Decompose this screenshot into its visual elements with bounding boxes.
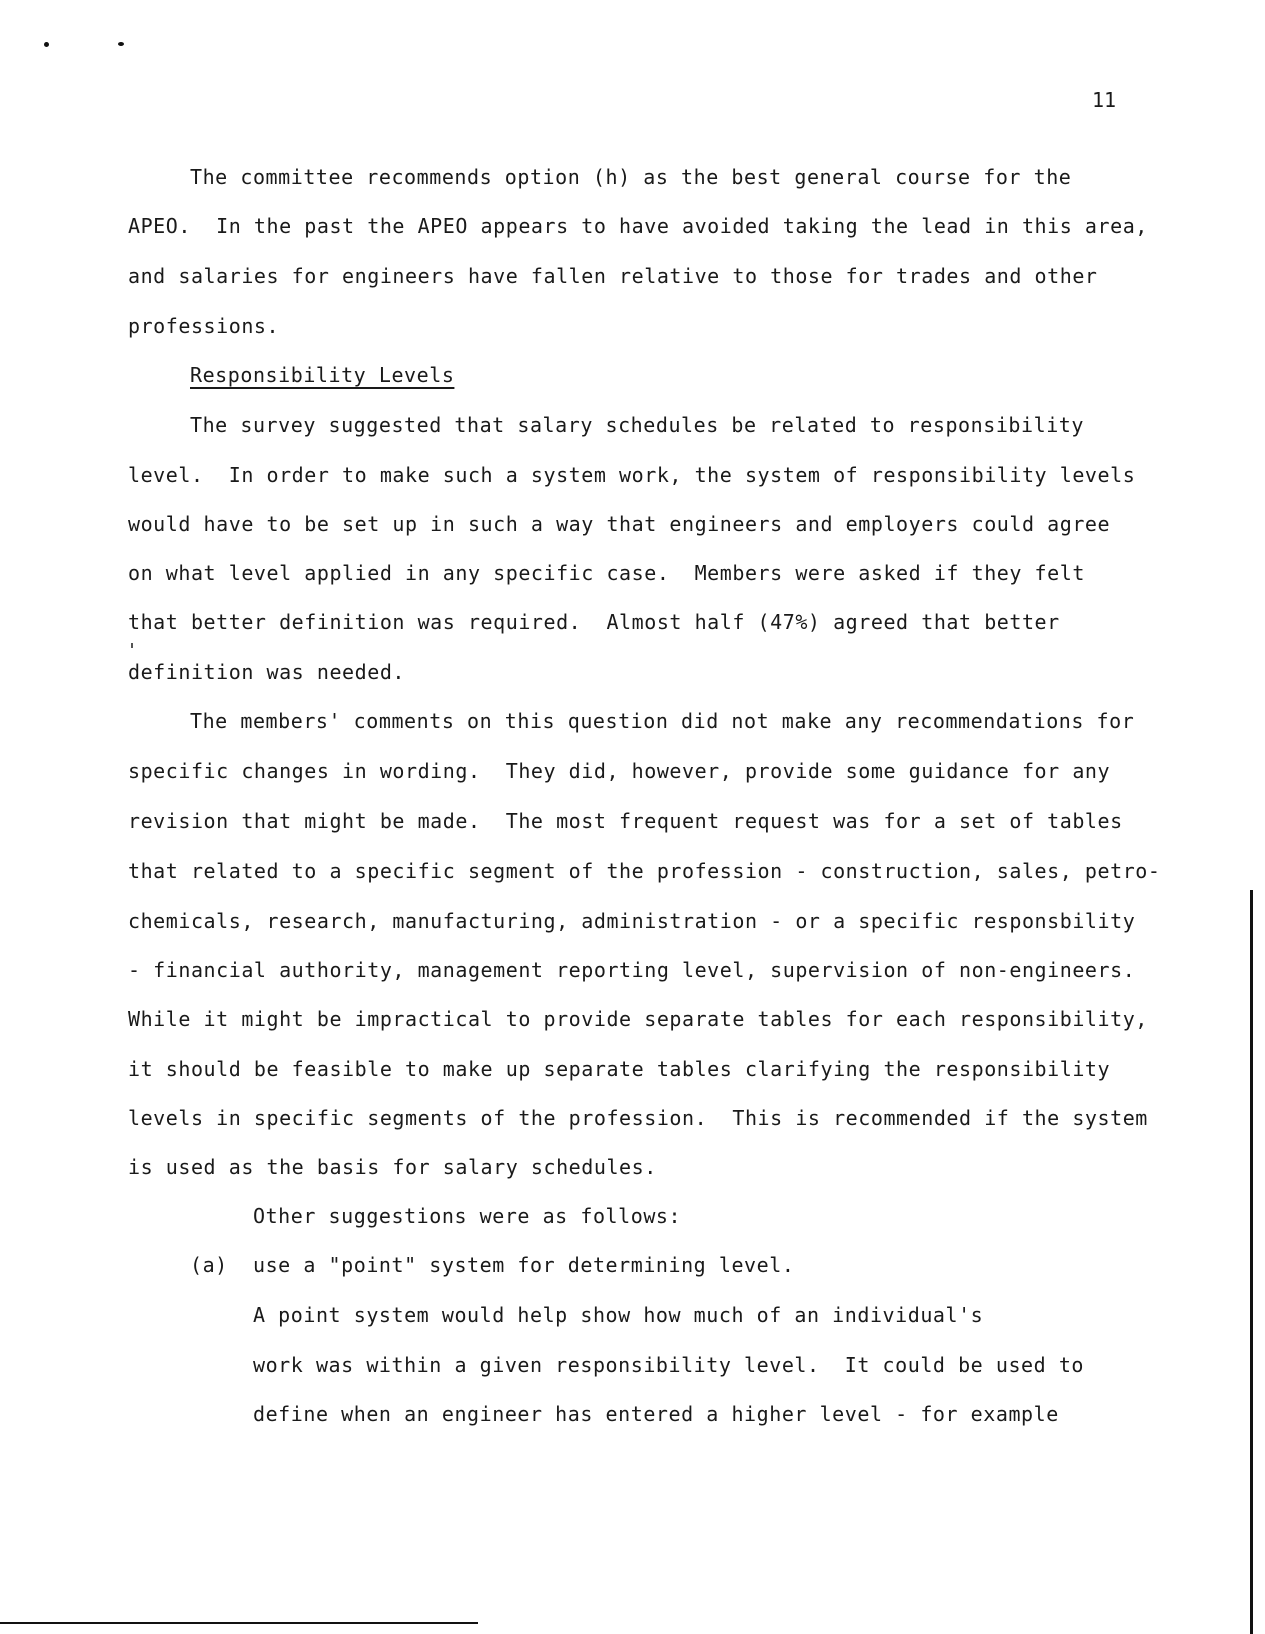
scan-speck (44, 42, 49, 47)
paragraph-line: professions. (128, 314, 280, 338)
paragraph-line: specific changes in wording. They did, however, provide some guidance for any (128, 759, 1111, 783)
paragraph-line: levels in specific segments of the profession. This is recommended if the system (128, 1106, 1148, 1130)
paragraph-line: would have to be set up in such a way that engineers and employers could agree (128, 512, 1111, 536)
paragraph-line: on what level applied in any specific case. Members were asked if they felt (128, 561, 1085, 585)
scan-speck (118, 42, 124, 46)
paragraph-line: that related to a specific segment of the profession - construction, sales, petro- (128, 859, 1161, 883)
paragraph-line: The survey suggested that salary schedules be related to responsibility (190, 413, 1084, 437)
list-item-line: work was within a given responsibility level. It could be used to (253, 1353, 1085, 1377)
paragraph-line: that better definition was required. Almost half (47%) agreed that better (128, 610, 1060, 634)
paragraph-line: and salaries for engineers have fallen relative to those for trades and other (128, 264, 1098, 288)
list-item-title: use a "point" system for determining level. (253, 1253, 795, 1277)
scan-mark (131, 643, 133, 648)
list-item-line: A point system would help show how much of an individual's (253, 1303, 984, 1327)
paragraph-line: - financial authority, management reporting level, supervision of non-engineers. (128, 958, 1136, 982)
paragraph-line: While it might be impractical to provide separate tables for each responsibility, (128, 1007, 1148, 1031)
paragraph-line: is used as the basis for salary schedules. (128, 1155, 657, 1179)
paragraph-line: chemicals, research, manufacturing, administration - or a specific responsbility (128, 909, 1136, 933)
paragraph-line: level. In order to make such a system work, the system of responsibility levels (128, 463, 1136, 487)
section-heading: Responsibility Levels (190, 363, 455, 387)
list-item-line: define when an engineer has entered a higher level - for example (253, 1402, 1059, 1426)
page-number: 11 (1092, 88, 1117, 112)
paragraph-line: The committee recommends option (h) as the best general course for the (190, 165, 1072, 189)
list-marker: (a) (190, 1253, 228, 1277)
paragraph-line: it should be feasible to make up separate tables clarifying the responsibility (128, 1057, 1111, 1081)
paragraph-line: APEO. In the past the APEO appears to have avoided taking the lead in this area, (128, 214, 1148, 238)
paragraph-line: revision that might be made. The most frequent request was for a set of tables (128, 809, 1123, 833)
paragraph-line: definition was needed. (128, 660, 406, 684)
paragraph-line: The members' comments on this question did not make any recommendations for (190, 709, 1135, 733)
scan-edge-right (1250, 890, 1253, 1634)
scan-edge-bottom (0, 1622, 478, 1624)
list-intro: Other suggestions were as follows: (253, 1204, 682, 1228)
